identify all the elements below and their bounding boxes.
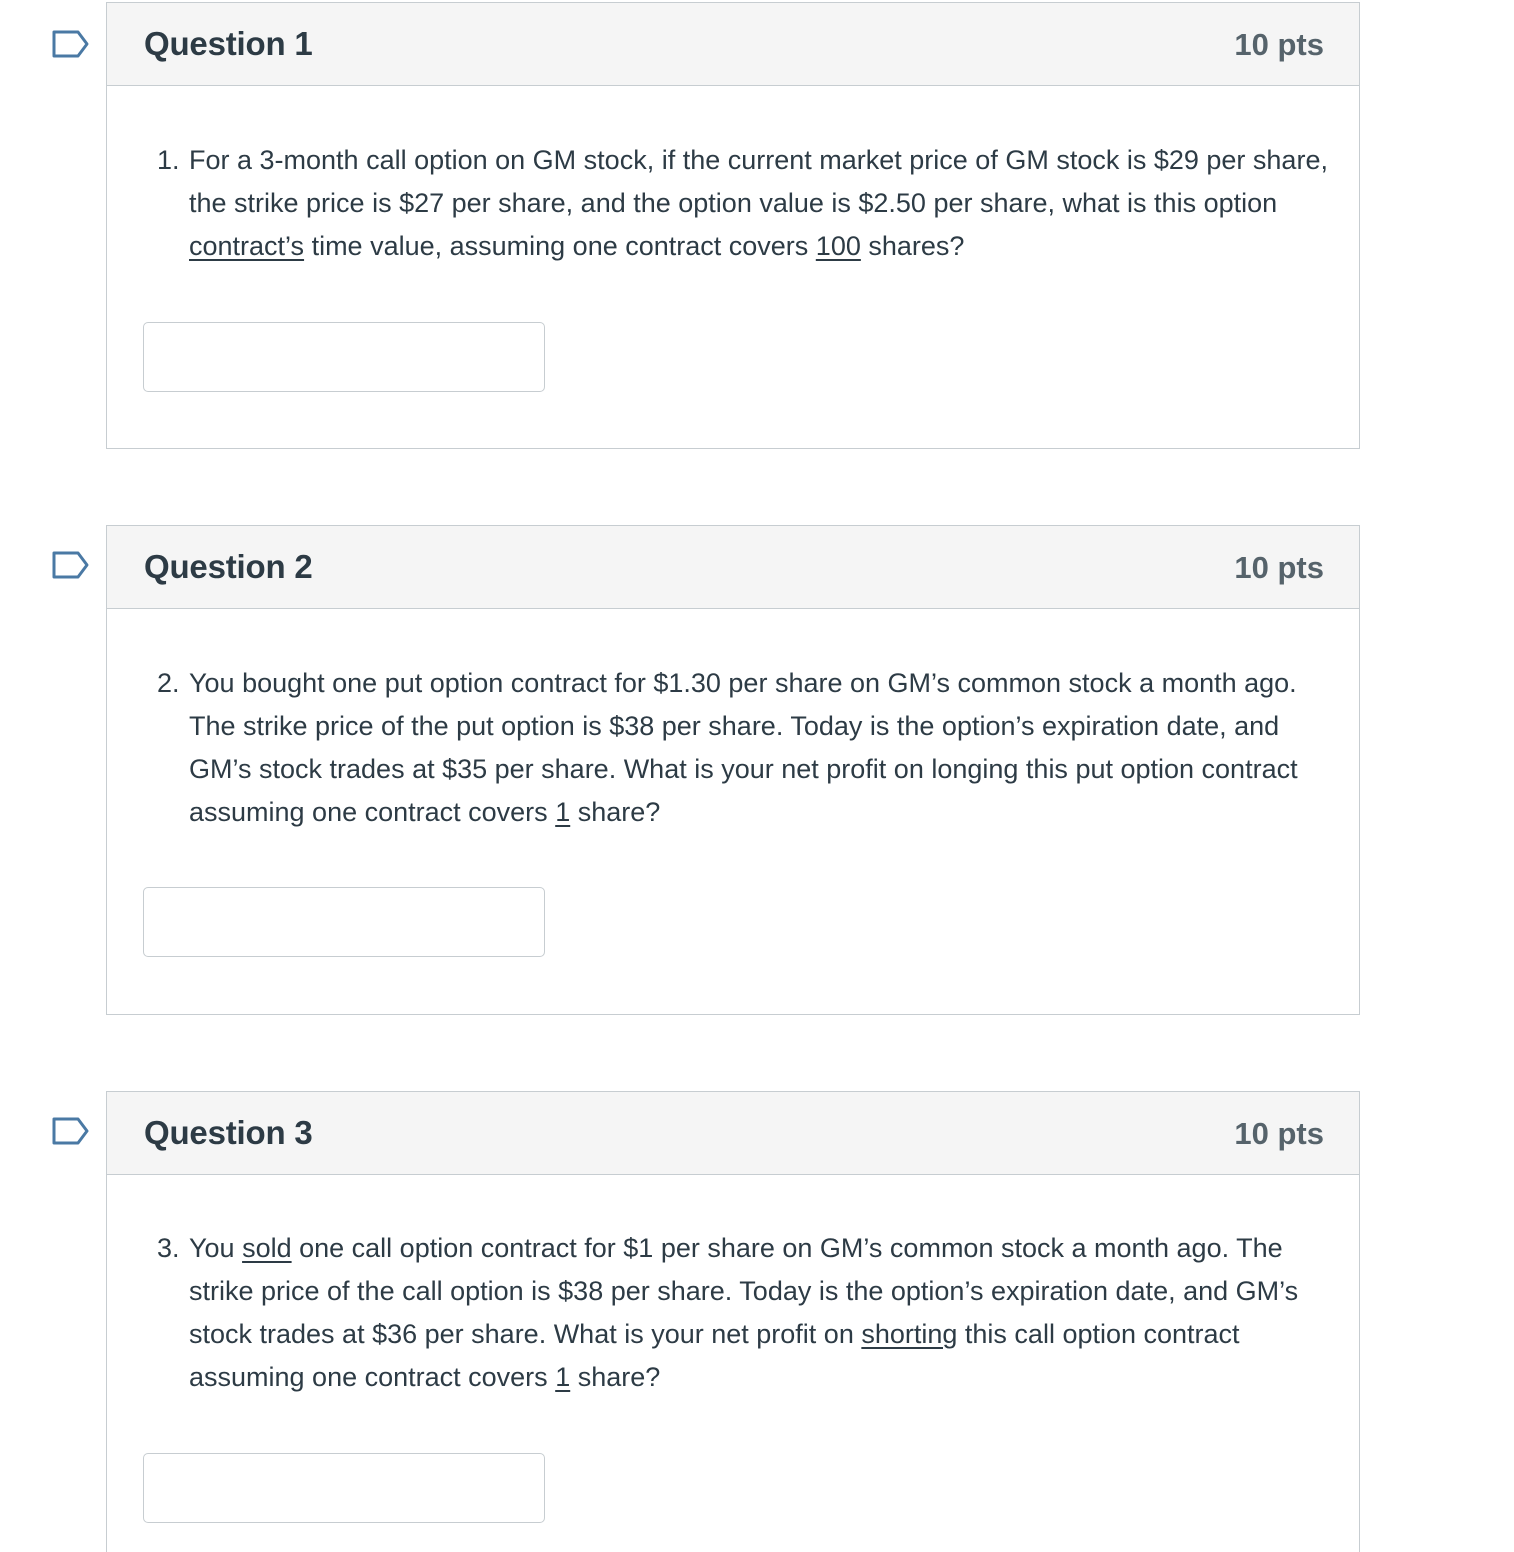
- question-points: 10 pts: [1234, 550, 1324, 585]
- text-segment: For a 3-month call option on GM stock, if the current market price of GM stock is $29 per share, the strike price is $27 per share, and the option value is $2.50 per share, what is this option: [189, 145, 1328, 218]
- question-text: [157, 139, 1332, 268]
- answer-input[interactable]: [143, 322, 545, 392]
- question-points: 10 pts: [1234, 27, 1324, 62]
- question-text: [157, 1227, 1332, 1399]
- question-title: Question 1: [144, 25, 313, 62]
- question-3: [0, 1091, 1514, 1552]
- question-title: Question 2: [144, 548, 313, 585]
- text-segment: You bought one put option contract for $1.30 per share on GM’s common stock a month ago. The strike price of the put option is $38 per share. Today is the option’s expiration date, and GM’s stock trades at $35 per share. What is your net profit on longing this put option contract assuming one contract covers: [189, 668, 1298, 827]
- underlined-text: 1: [555, 797, 571, 827]
- question-card: [106, 2, 1360, 449]
- question-body: [189, 1227, 1332, 1399]
- question-number: 2.: [157, 668, 180, 698]
- question-number: 3.: [157, 1233, 180, 1263]
- question-card: [106, 525, 1360, 1015]
- question-card: [106, 1091, 1360, 1552]
- question-header: [107, 1092, 1359, 1175]
- underlined-text: 100: [815, 231, 861, 261]
- question-header: [107, 3, 1359, 86]
- underlined-text: 1: [555, 1362, 571, 1392]
- answer-input[interactable]: [143, 1453, 545, 1523]
- question-body: [189, 139, 1332, 268]
- text-segment: time value, assuming one contract covers: [304, 231, 816, 261]
- question-number: 1.: [157, 145, 180, 175]
- answer-input[interactable]: [143, 887, 545, 957]
- text-segment: share?: [570, 797, 661, 827]
- underlined-text: sold: [242, 1233, 292, 1263]
- flag-question-icon[interactable]: [52, 551, 90, 579]
- question-header: [107, 526, 1359, 609]
- question-title: Question 3: [144, 1114, 313, 1151]
- text-segment: one call option contract for $1 per share on GM’s common stock a month ago. The strike price of the call option is $38 per share. Today is the option’s expiration date, and GM’s stock trades at $36 per share. What is your net profit on: [189, 1233, 1299, 1349]
- flag-question-icon[interactable]: [52, 1117, 90, 1145]
- underlined-text: shorting: [861, 1319, 958, 1349]
- question-text: [157, 662, 1332, 834]
- underlined-text: contract’s: [189, 231, 305, 261]
- question-2: [0, 525, 1514, 1015]
- question-points: 10 pts: [1234, 1116, 1324, 1151]
- text-segment: You: [189, 1233, 243, 1263]
- text-segment: share?: [570, 1362, 661, 1392]
- flag-question-icon[interactable]: [52, 30, 90, 58]
- question-1: [0, 2, 1514, 449]
- text-segment: this call option contract assuming one contract covers: [189, 1319, 1240, 1392]
- text-segment: shares?: [860, 231, 965, 261]
- question-body: [189, 662, 1332, 834]
